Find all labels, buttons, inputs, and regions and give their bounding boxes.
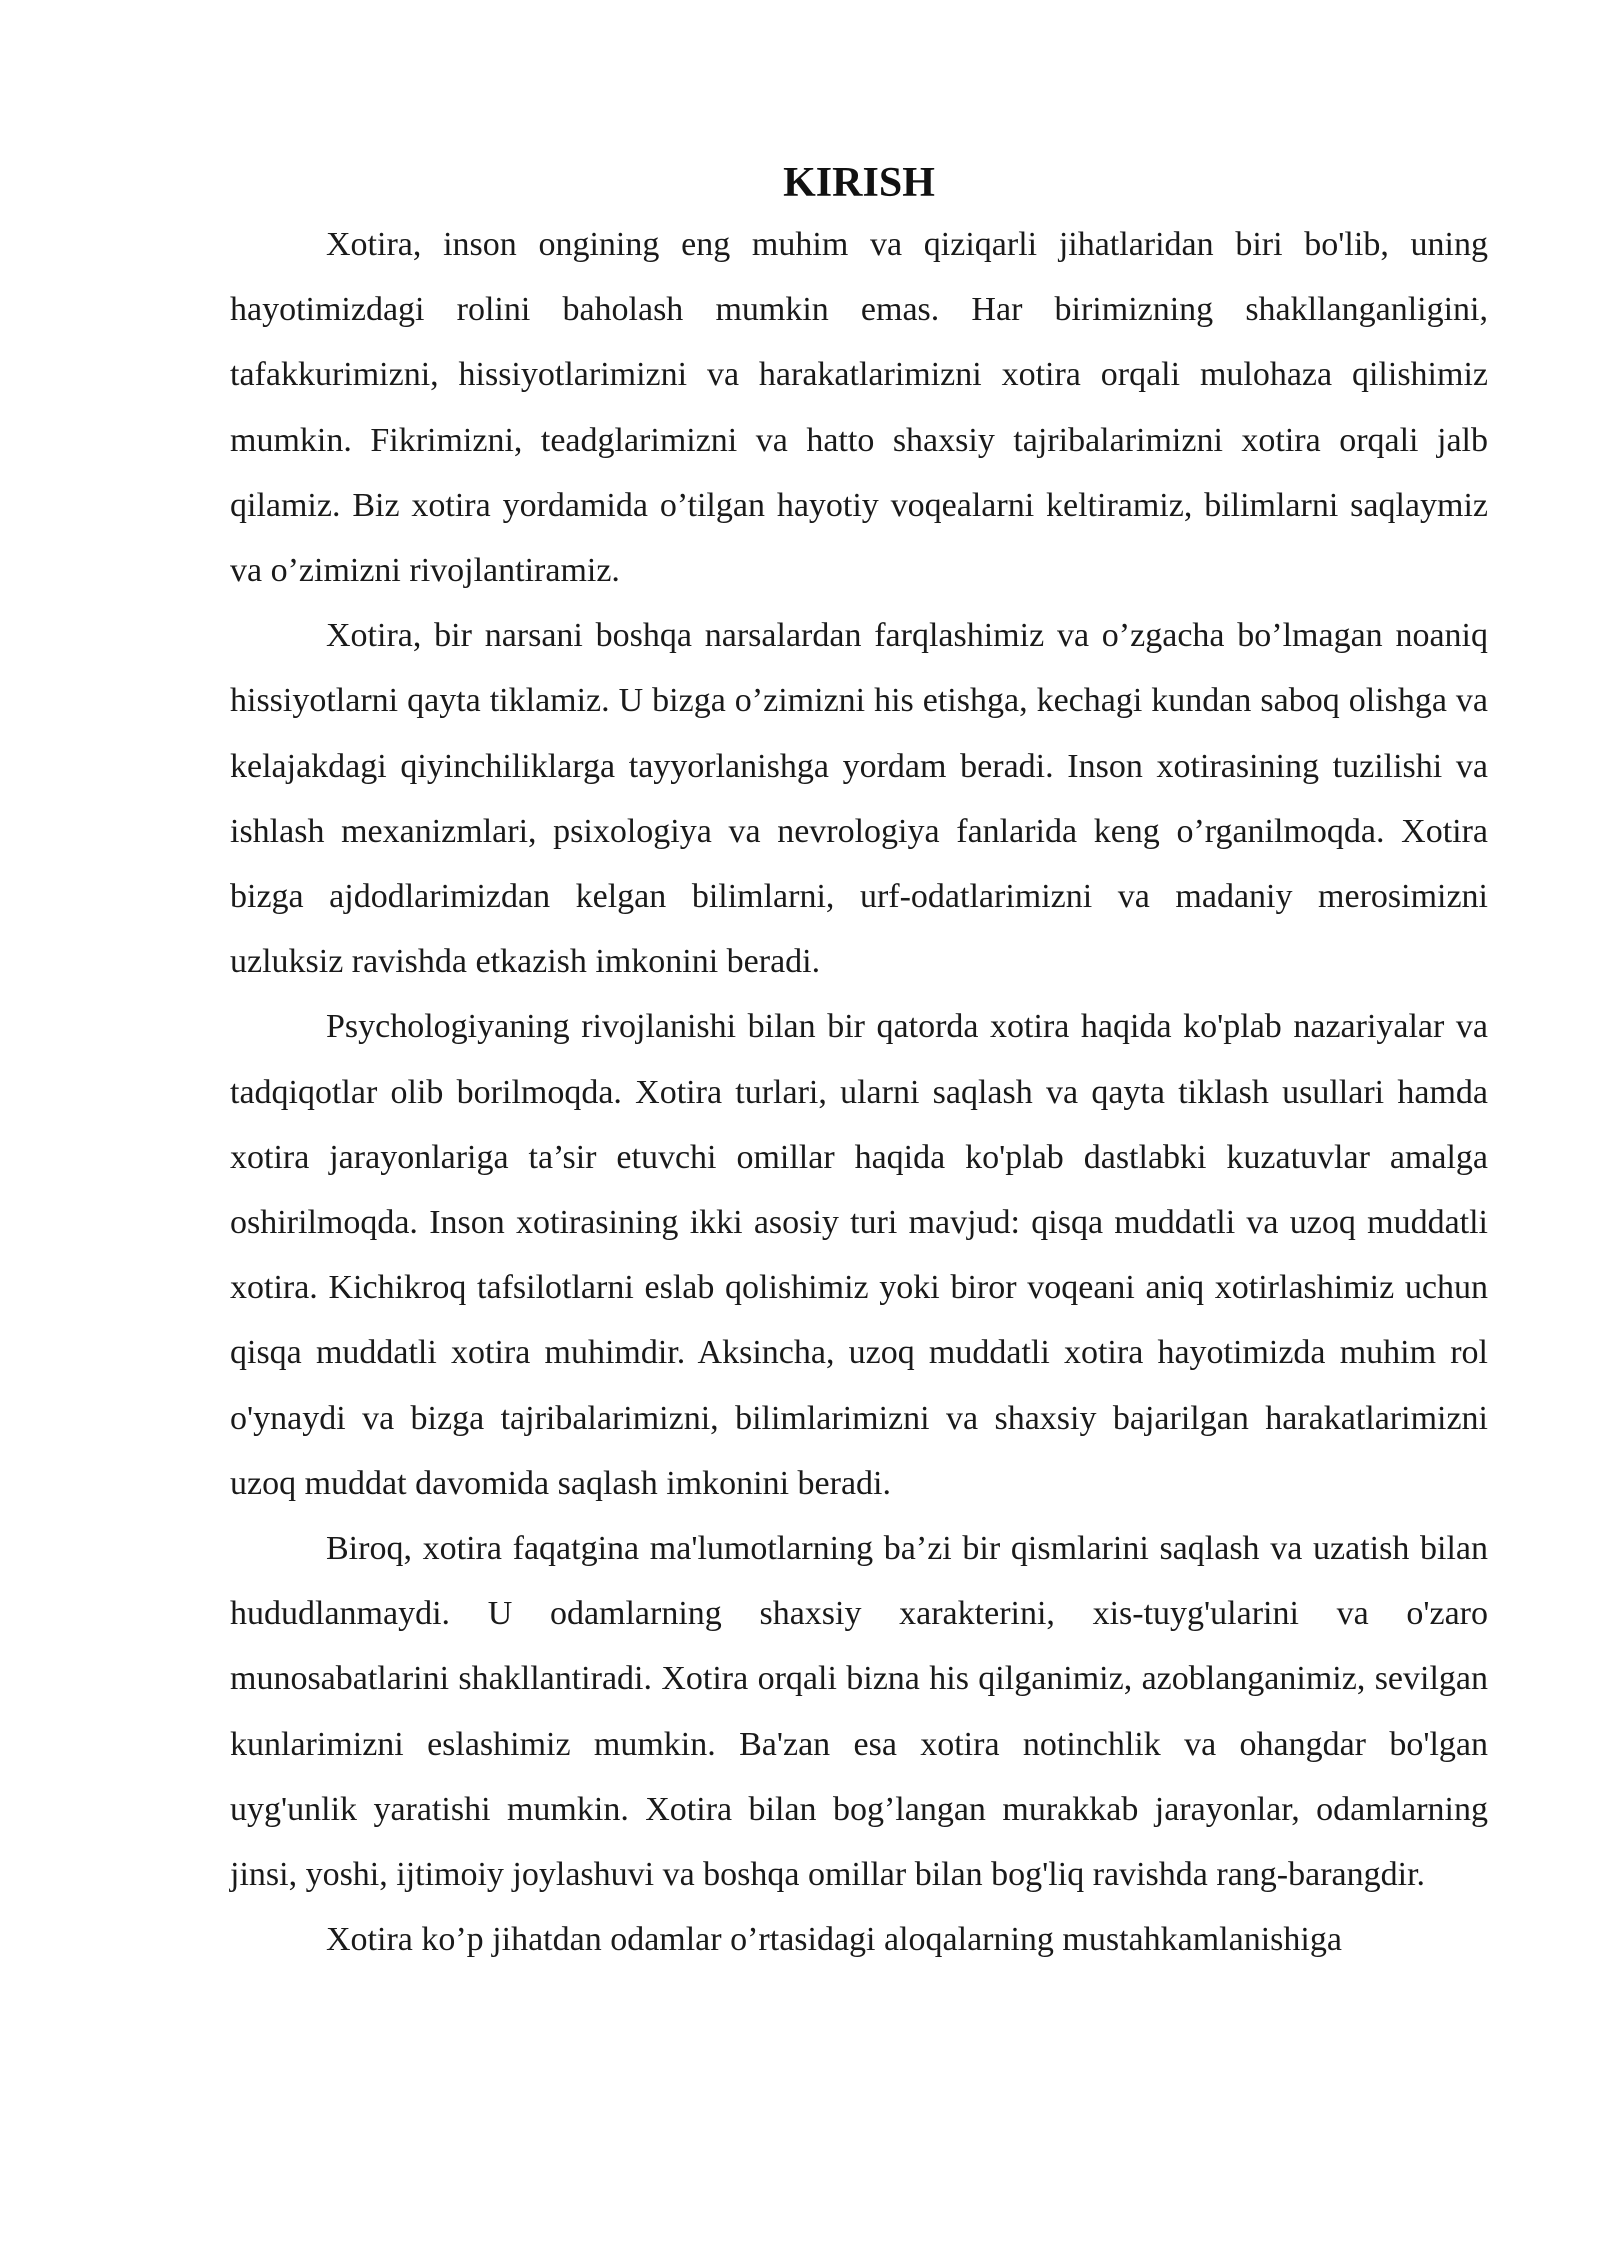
document-page [230,148,1488,1972]
paragraph-4: Biroq, xotira faqatgina ma'lumotlarning ba’zi bir qismlarini saqlash va uzatish bilan hududlanmaydi. U odamlarning shaxsiy xarakterini, xis-tuyg'ularini va o'zaro munosabatlarini shakllantiradi. Xotira orqali bizna his qilganimiz, azoblanganimiz, sevilgan kunlarimizni eslashimiz mumkin. Ba'zan esa xotira notinchlik va ohangdar bo'lgan uyg'unlik yaratishi mumkin. Xotira bilan bog’langan murakkab jarayonlar, odamlarning jinsi, yoshi, ijtimoiy joylashuvi va boshqa omillar bilan bog'liq ravishda rang-barangdir. [230,1530,1488,1894]
paragraph-5: Xotira ko’p jihatdan odamlar o’rtasidagi aloqalarning mustahkamlanishiga [326,1921,1342,1959]
paragraph-1: Xotira, inson ongining eng muhim va qiziqarli jihatlaridan biri bo'lib, uning hayotimizdagi rolini baholash mumkin emas. Har birimizning shakllanganligini, tafakkurimizni, hissiyotlarimizni va harakatlarimizni xotira orqali mulohaza qilishimiz mumkin. Fikrimizni, teadglarimizni va hatto shaxsiy tajribalarimizni xotira orqali jalb qilamiz. Biz xotira yordamida o’tilgan hayotiy voqealarni keltiramiz, bilimlarni saqlaymiz va o’zimizni rivojlantiramiz. [230,226,1488,590]
paragraph-3: Psychologiyaning rivojlanishi bilan bir qatorda xotira haqida ko'plab nazariyalar va tadqiqotlar olib borilmoqda. Xotira turlari, ularni saqlash va qayta tiklash usullari hamda xotira jarayonlariga ta’sir etuvchi omillar haqida ko'plab dastlabki kuzatuvlar amalga oshirilmoqda. Inson xotirasining ikki asosiy turi mavjud: qisqa muddatli va uzoq muddatli xotira. Kichikroq tafsilotlarni eslab qolishimiz yoki biror voqeani aniq xotirlashimiz uchun qisqa muddatli xotira muhimdir. Aksincha, uzoq muddatli xotira hayotimizda muhim rol o'ynaydi va bizga tajribalarimizni, bilimlarimizni va shaxsiy bajarilgan harakatlarimizni uzoq muddat davomida saqlash imkonini beradi. [230,1008,1488,1502]
page-title: KIRISH [783,160,935,206]
paragraph-2: Xotira, bir narsani boshqa narsalardan farqlashimiz va o’zgacha bo’lmagan noaniq hissiyotlarni qayta tiklamiz. U bizga o’zimizni his etishga, kechagi kundan saboq olishga va kelajakdagi qiyinchiliklarga tayyorlanishga yordam beradi. Inson xotirasining tuzilishi va ishlash mexanizmlari, psixologiya va nevrologiya fanlarida keng o’rganilmoqda. Xotira bizga ajdodlarimizdan kelgan bilimlarni, urf-odatlarimizni va madaniy merosimizni uzluksiz ravishda etkazish imkonini beradi. [230,617,1488,981]
